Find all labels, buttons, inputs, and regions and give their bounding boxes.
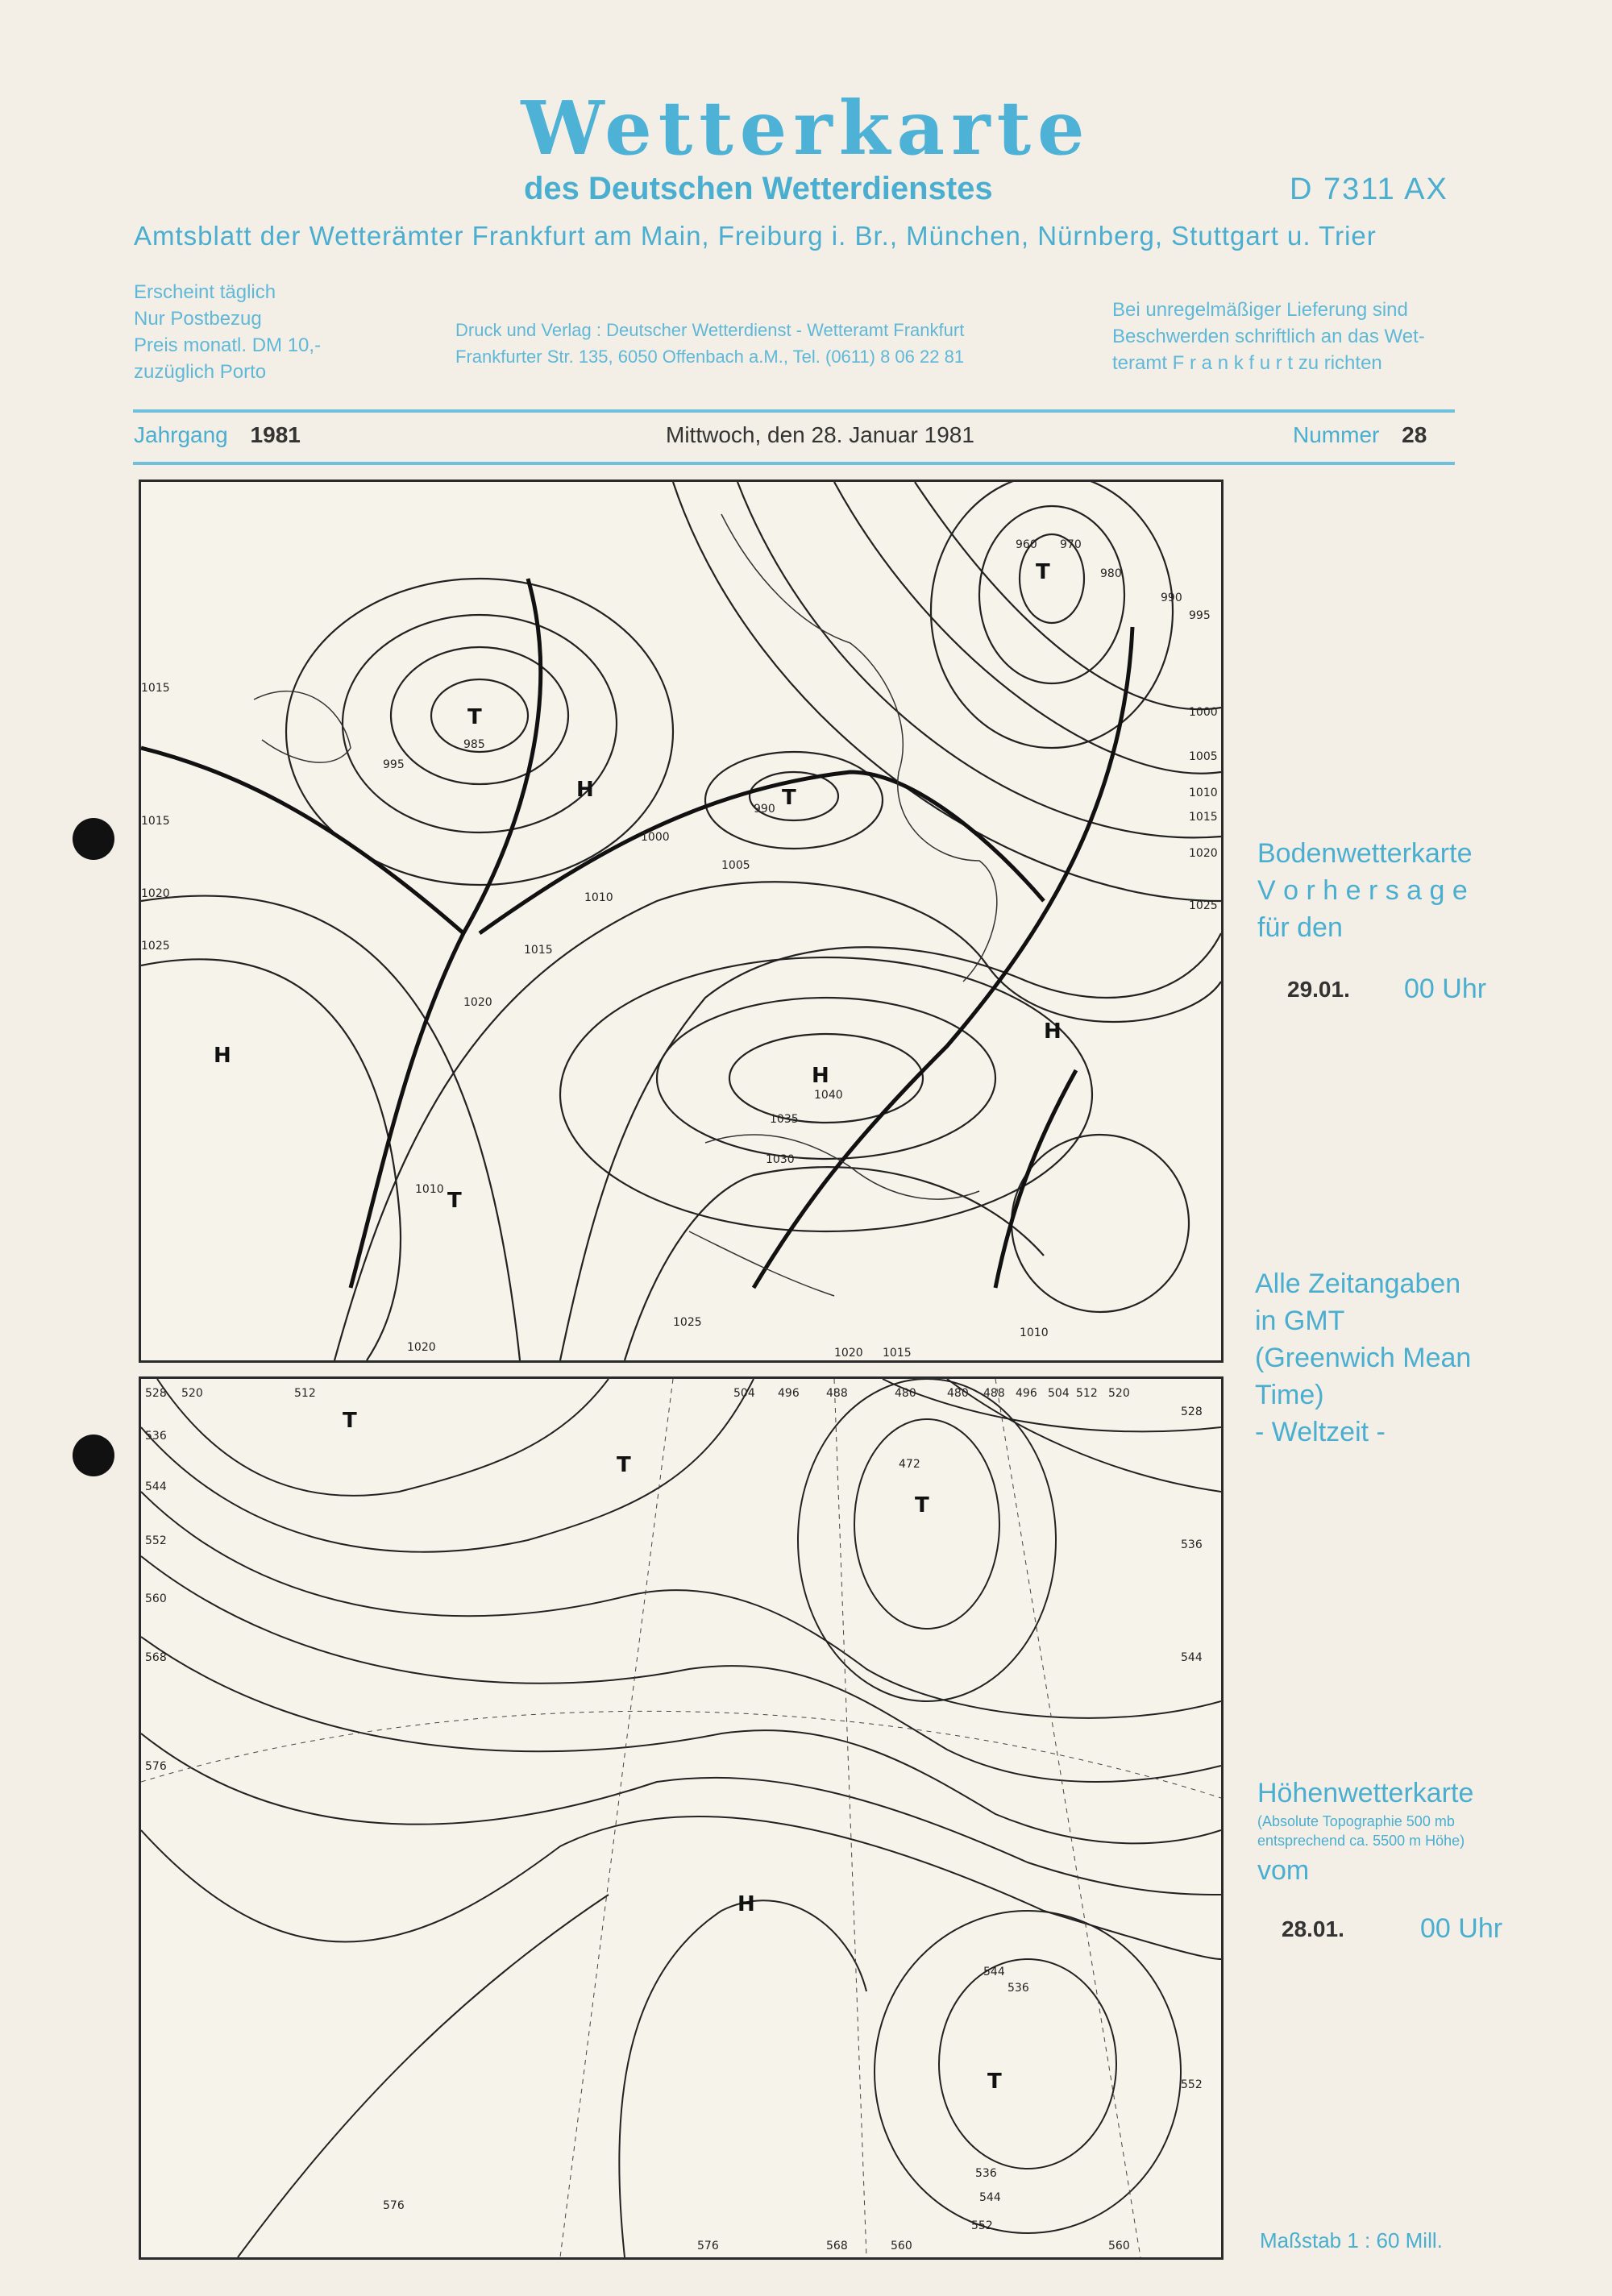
svg-text:472: 472 [899, 1458, 920, 1471]
note-line: - Weltzeit - [1255, 1417, 1386, 1447]
nummer-label: Nummer [1293, 422, 1380, 447]
issue-date: Mittwoch, den 28. Januar 1981 [666, 422, 974, 447]
punch-hole [73, 818, 114, 860]
upper-map-drawing [141, 1379, 1221, 2257]
svg-text:488: 488 [826, 1387, 848, 1400]
height-labels [145, 1387, 1203, 2252]
svg-text:1005: 1005 [721, 859, 750, 872]
svg-text:1015: 1015 [141, 682, 170, 695]
svg-text:H: H [1044, 1019, 1062, 1044]
svg-text:512: 512 [294, 1387, 316, 1400]
surface-weather-map [139, 480, 1224, 1363]
isobars [141, 482, 1221, 1360]
svg-text:568: 568 [145, 1651, 167, 1664]
upper-air-map [139, 1376, 1224, 2260]
svg-text:985: 985 [463, 738, 485, 751]
svg-text:1010: 1010 [1020, 1327, 1049, 1339]
info-line: Bei unregelmäßiger Lieferung sind [1112, 299, 1408, 321]
svg-text:T: T [467, 705, 482, 729]
svg-text:1000: 1000 [1189, 706, 1218, 719]
amtsblatt-line: Amtsblatt der Wetterämter Frankfurt am Main, Freiburg i. Br., München, Nürnberg, Stuttgart u. Trier [134, 221, 1377, 251]
pressure-centers [214, 560, 1062, 1213]
svg-text:496: 496 [778, 1387, 800, 1400]
nummer [1293, 422, 1427, 448]
note-line: entsprechend ca. 5500 m Höhe) [1257, 1833, 1465, 1849]
upper-map-date: 28.01. [1282, 1916, 1344, 1941]
svg-text:1000: 1000 [641, 831, 670, 844]
svg-text:1015: 1015 [1189, 811, 1218, 824]
header-rule-top [133, 409, 1455, 413]
svg-text:1040: 1040 [814, 1089, 843, 1102]
svg-text:568: 568 [826, 2240, 848, 2252]
svg-text:1015: 1015 [141, 815, 170, 828]
svg-text:536: 536 [145, 1430, 167, 1443]
upper-map-note [1257, 1812, 1465, 1850]
grid-lines [141, 1379, 1221, 2257]
svg-text:990: 990 [1161, 592, 1182, 604]
svg-text:T: T [447, 1189, 462, 1213]
jahrgang-label: Jahrgang [134, 422, 228, 447]
svg-text:528: 528 [1181, 1405, 1203, 1418]
svg-text:576: 576 [145, 1760, 167, 1773]
upper-map-vom: vom [1257, 1855, 1310, 1886]
svg-text:576: 576 [697, 2240, 719, 2252]
isobar-labels [141, 538, 1218, 1360]
svg-text:T: T [343, 1409, 357, 1433]
svg-text:520: 520 [181, 1387, 203, 1400]
time-note [1255, 1265, 1471, 1451]
height-centers [343, 1409, 1002, 2094]
svg-text:995: 995 [1189, 609, 1211, 622]
info-line: teramt F r a n k f u r t zu richten [1112, 352, 1382, 374]
svg-text:980: 980 [1100, 567, 1122, 580]
svg-text:1020: 1020 [1189, 847, 1218, 860]
svg-text:560: 560 [891, 2240, 912, 2252]
info-line: Nur Postbezug [134, 308, 262, 330]
svg-text:520: 520 [1108, 1387, 1130, 1400]
info-line: zuzüglich Porto [134, 361, 267, 383]
svg-text:488: 488 [983, 1387, 1005, 1400]
surface-map-caption [1257, 835, 1473, 946]
fronts [141, 579, 1132, 1288]
svg-text:536: 536 [1008, 1982, 1029, 1995]
svg-text:H: H [737, 1892, 755, 1916]
svg-text:970: 970 [1060, 538, 1082, 551]
svg-text:1025: 1025 [141, 940, 170, 953]
svg-text:995: 995 [383, 758, 405, 771]
svg-text:480: 480 [895, 1387, 916, 1400]
height-contours [141, 1379, 1221, 2257]
svg-text:528: 528 [145, 1387, 167, 1400]
svg-text:1010: 1010 [1189, 787, 1218, 799]
svg-text:544: 544 [1181, 1651, 1203, 1664]
info-line: Frankfurter Str. 135, 6050 Offenbach a.M., Tel. (0611) 8 06 22 81 [455, 347, 965, 367]
svg-text:H: H [214, 1044, 231, 1068]
svg-text:512: 512 [1076, 1387, 1098, 1400]
svg-text:1005: 1005 [1189, 750, 1218, 763]
info-line: Preis monatl. DM 10,- [134, 334, 322, 356]
publisher-subtitle: des Deutschen Wetterdienstes [524, 171, 993, 206]
map-scale: Maßstab 1 : 60 Mill. [1260, 2228, 1443, 2252]
svg-text:560: 560 [145, 1592, 167, 1605]
svg-text:H: H [576, 778, 594, 802]
svg-text:1025: 1025 [1189, 899, 1218, 912]
svg-text:T: T [987, 2070, 1002, 2094]
svg-text:H: H [812, 1064, 829, 1088]
caption-line: V o r h e r s a g e [1257, 875, 1468, 906]
upper-map-title: Höhenwetterkarte [1257, 1778, 1474, 1808]
caption-line: Bodenwetterkarte [1257, 838, 1473, 869]
caption-line: für den [1257, 912, 1343, 943]
surface-map-time: 00 Uhr [1404, 974, 1487, 1004]
svg-text:1015: 1015 [524, 944, 553, 957]
jahrgang-value: 1981 [250, 422, 301, 447]
header-rule-bottom [133, 462, 1455, 465]
svg-text:480: 480 [947, 1387, 969, 1400]
note-line: Alle Zeitangaben [1255, 1268, 1461, 1299]
svg-text:536: 536 [975, 2167, 997, 2180]
note-line: (Greenwich Mean [1255, 1343, 1472, 1373]
note-line: Time) [1255, 1380, 1324, 1410]
svg-text:960: 960 [1016, 538, 1037, 551]
svg-text:504: 504 [1048, 1387, 1070, 1400]
svg-text:1020: 1020 [834, 1347, 863, 1360]
complaint-info [1112, 297, 1425, 376]
info-line: Beschwerden schriftlich an das Wet- [1112, 326, 1425, 347]
svg-text:1020: 1020 [141, 887, 170, 900]
surface-map-date: 29.01. [1287, 977, 1350, 1002]
upper-map-time: 00 Uhr [1420, 1913, 1503, 1944]
punch-hole [73, 1434, 114, 1476]
jahrgang [134, 422, 301, 448]
svg-text:552: 552 [145, 1534, 167, 1547]
svg-text:544: 544 [983, 1966, 1005, 1978]
svg-text:544: 544 [979, 2191, 1001, 2204]
nummer-value: 28 [1402, 422, 1427, 447]
note-line: (Absolute Topographie 500 mb [1257, 1813, 1455, 1829]
svg-text:1020: 1020 [407, 1341, 436, 1354]
svg-text:1015: 1015 [883, 1347, 912, 1360]
info-line: Erscheint täglich [134, 281, 276, 303]
page-title: Wetterkarte [521, 85, 1091, 172]
svg-text:536: 536 [1181, 1538, 1203, 1551]
subscription-info [134, 279, 321, 385]
svg-text:496: 496 [1016, 1387, 1037, 1400]
publication-code: D 7311 AX [1290, 172, 1448, 206]
svg-text:1035: 1035 [770, 1113, 799, 1126]
svg-text:1010: 1010 [584, 891, 613, 904]
svg-text:T: T [915, 1493, 929, 1518]
svg-text:T: T [1036, 560, 1050, 584]
note-line: in GMT [1255, 1306, 1345, 1336]
info-line: Druck und Verlag : Deutscher Wetterdienst - Wetteramt Frankfurt [455, 320, 965, 340]
svg-text:1020: 1020 [463, 996, 492, 1009]
publisher-info [455, 317, 964, 370]
svg-text:504: 504 [733, 1387, 755, 1400]
svg-text:T: T [782, 786, 796, 810]
svg-text:544: 544 [145, 1480, 167, 1493]
svg-text:552: 552 [971, 2219, 993, 2232]
svg-text:1010: 1010 [415, 1183, 444, 1196]
svg-text:1025: 1025 [673, 1316, 702, 1329]
svg-text:1030: 1030 [766, 1153, 795, 1166]
svg-text:T: T [617, 1453, 631, 1477]
svg-text:560: 560 [1108, 2240, 1130, 2252]
svg-text:990: 990 [754, 803, 775, 816]
surface-map-drawing [141, 482, 1221, 1360]
svg-text:576: 576 [383, 2199, 405, 2212]
svg-text:552: 552 [1181, 2078, 1203, 2091]
